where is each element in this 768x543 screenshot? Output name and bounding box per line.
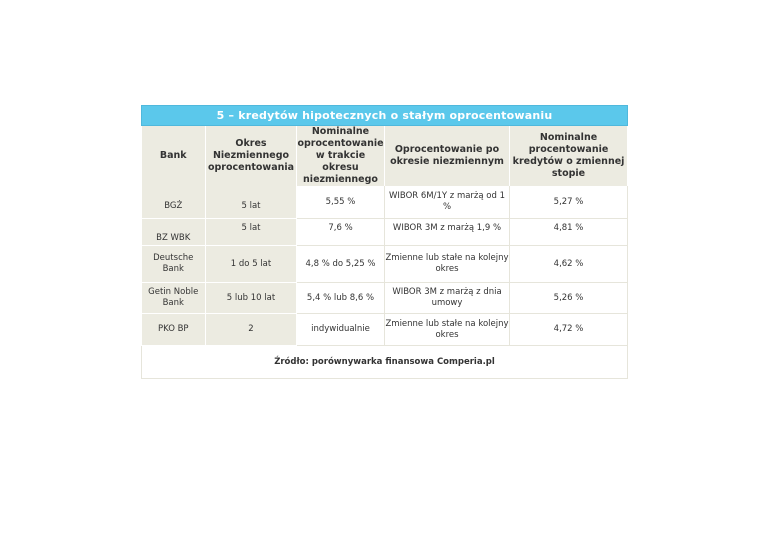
rate-after-period-cell: WIBOR 3M z marżą z dnia umowy bbox=[385, 283, 510, 314]
mortgage-rates-table bbox=[141, 105, 628, 379]
column-header-rate-after-period: Oprocentowanie po okresie niezmiennym bbox=[385, 126, 510, 187]
bank-name-cell: BGŻ bbox=[142, 186, 206, 219]
nominal-rate-cell: indywidualnie bbox=[297, 314, 385, 346]
table-source-row bbox=[142, 346, 628, 379]
table-row bbox=[142, 246, 628, 283]
fixed-period-cell: 2 bbox=[206, 314, 297, 346]
rate-after-period-cell: Zmienne lub stałe na kolejny okres bbox=[385, 246, 510, 283]
bank-name-cell: BZ WBK bbox=[142, 219, 206, 246]
fixed-period-cell: 1 do 5 lat bbox=[206, 246, 297, 283]
fixed-period-cell: 5 lub 10 lat bbox=[206, 283, 297, 314]
table-header-row bbox=[142, 126, 628, 187]
variable-rate-cell: 5,27 % bbox=[510, 186, 628, 219]
rate-after-period-cell: WIBOR 6M/1Y z marżą od 1 % bbox=[385, 186, 510, 219]
nominal-rate-cell: 4,8 % do 5,25 % bbox=[297, 246, 385, 283]
rate-after-period-cell: Zmienne lub stałe na kolejny okres bbox=[385, 314, 510, 346]
column-header-fixed-period: Okres Niezmiennego oprocentowania bbox=[206, 126, 297, 187]
table-row bbox=[142, 219, 628, 246]
variable-rate-cell: 5,26 % bbox=[510, 283, 628, 314]
rate-after-period-cell: WIBOR 3M z marżą 1,9 % bbox=[385, 219, 510, 246]
source-note: Źródło: porównywarka finansowa Comperia.pl bbox=[142, 346, 628, 379]
table-row bbox=[142, 283, 628, 314]
bank-name-cell: Getin Noble Bank bbox=[142, 283, 206, 314]
column-header-variable-rate: Nominalne procentowanie kredytów o zmiennej stopie bbox=[510, 126, 628, 187]
table-title-row bbox=[142, 106, 628, 126]
bank-name-cell: Deutsche Bank bbox=[142, 246, 206, 283]
variable-rate-cell: 4,72 % bbox=[510, 314, 628, 346]
bank-name-cell: PKO BP bbox=[142, 314, 206, 346]
table-title: 5 – kredytów hipotecznych o stałym oprocentowaniu bbox=[142, 106, 628, 126]
table-row bbox=[142, 314, 628, 346]
fixed-period-cell: 5 lat bbox=[206, 219, 297, 246]
nominal-rate-cell: 7,6 % bbox=[297, 219, 385, 246]
rates-table-container bbox=[141, 105, 627, 379]
column-header-nominal-fixed-rate: Nominalne oprocentowanie w trakcie okresu niezmiennego bbox=[297, 126, 384, 185]
nominal-rate-cell: 5,55 % bbox=[297, 186, 385, 219]
variable-rate-cell: 4,62 % bbox=[510, 246, 628, 283]
variable-rate-cell: 4,81 % bbox=[510, 219, 628, 246]
column-header-bank: Bank bbox=[142, 126, 206, 187]
table-row bbox=[142, 186, 628, 219]
fixed-period-cell: 5 lat bbox=[206, 186, 297, 219]
nominal-rate-cell: 5,4 % lub 8,6 % bbox=[297, 283, 385, 314]
